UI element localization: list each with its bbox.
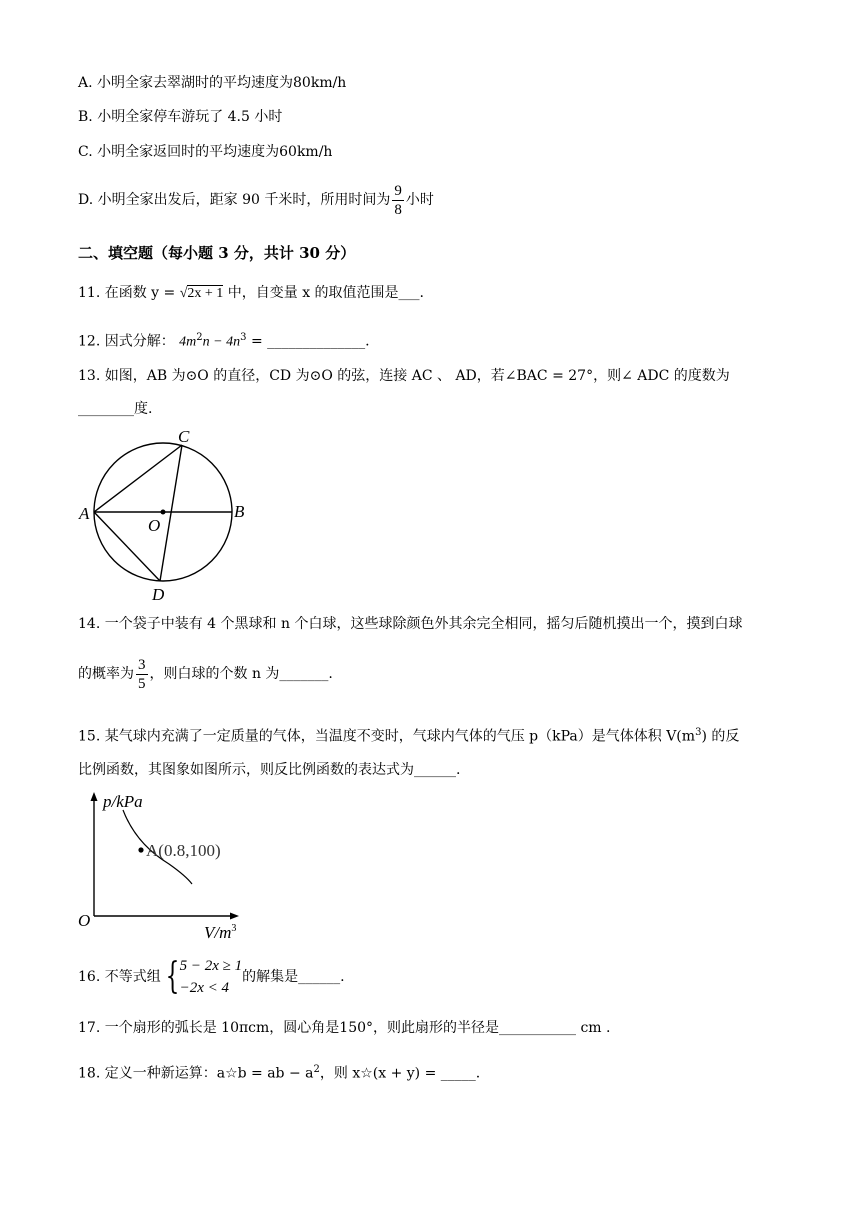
q13-line-2: ________度.: [78, 401, 153, 417]
question-number: 14.: [78, 616, 101, 632]
circle-figure: [74, 426, 264, 606]
label-o: O: [148, 516, 161, 535]
question-number: 13.: [78, 368, 101, 384]
q12-term-a: 4m: [179, 334, 197, 350]
question-17: [78, 1018, 611, 1038]
q15-line-1: 某气球内充满了一定质量的气体，当温度不变时，气球内气体的气压 p（kPa）是气体体积 V(m: [104, 728, 696, 745]
option-d: [78, 180, 434, 220]
option-b-label: B.: [78, 109, 93, 125]
q18-pre: 定义一种新运算：a☆b = ab − a: [104, 1065, 314, 1082]
option-c-label: C.: [78, 144, 93, 160]
origin-label: O: [78, 911, 91, 930]
question-18: [78, 1060, 480, 1084]
option-c: [78, 142, 332, 162]
question-11: [78, 283, 424, 304]
option-d-fraction: [392, 182, 404, 219]
q12-term-b: n − 4n: [202, 334, 241, 350]
question-13: [78, 366, 730, 386]
q14-line-1: 一个袋子中装有 4 个黑球和 n 个白球，这些球除颜色外其余完全相同，摇匀后随机摸出一个，摸到白球: [104, 616, 743, 632]
option-d-label: D.: [78, 192, 94, 208]
question-number: 17.: [78, 1020, 101, 1036]
q15-sup: 3: [695, 727, 702, 738]
q15-line-2: 比例函数，其图象如图所示，则反比例函数的表达式为______.: [78, 762, 461, 778]
q18-sup: 2: [313, 1064, 320, 1075]
option-b-text: 小明全家停车游玩了 4.5 小时: [97, 109, 283, 125]
inequality-system: [180, 955, 243, 999]
q12-pre: 因式分解：: [104, 333, 175, 350]
q15-line-1-post: ) 的反: [701, 728, 740, 745]
fraction-denominator: 5: [138, 675, 146, 692]
option-b: [78, 107, 282, 127]
label-a: A: [79, 504, 90, 523]
question-number: 18.: [78, 1065, 101, 1082]
option-c-text: 小明全家返回时的平均速度为60km/h: [97, 144, 333, 160]
x-axis-label-sup: 3: [231, 923, 237, 934]
point-a-label: A(0.8,100): [146, 841, 221, 860]
question-number: 15.: [78, 728, 101, 745]
q12-post: = ______________.: [246, 333, 370, 350]
q11-post: 中，自变量 x 的取值范围是___.: [227, 285, 425, 301]
pressure-volume-graph: [74, 786, 264, 942]
q14-post: ，则白球的个数 n 为_______.: [149, 666, 333, 682]
q12-exp-b: 3: [240, 332, 247, 343]
question-number: 12.: [78, 333, 101, 350]
question-12: [78, 328, 370, 353]
option-d-tail: 小时: [405, 192, 434, 208]
x-axis-label-text: V/m: [204, 923, 232, 942]
sqrt-sign: √: [179, 286, 188, 301]
question-number: 16.: [78, 969, 101, 985]
label-b: B: [234, 502, 245, 521]
chord-ac: [94, 445, 182, 512]
x-axis-arrow: [230, 913, 239, 920]
center-point: [161, 510, 166, 515]
y-axis-label: [102, 792, 143, 811]
fraction-numerator: 3: [138, 656, 146, 673]
q11-radicand: 2x + 1: [187, 286, 224, 301]
question-14: [78, 614, 742, 634]
fraction-numerator: 9: [394, 182, 402, 199]
y-axis-label-text: p/kPa: [103, 792, 143, 811]
label-c: C: [178, 427, 190, 446]
section-title: 二、填空题（每小题 3 分，共计 30 分）: [78, 244, 356, 262]
label-d: D: [152, 585, 165, 604]
q16-post: 的解集是______.: [242, 969, 345, 985]
question-15: [78, 723, 739, 747]
point-a: [138, 847, 143, 852]
q11-pre: 在函数 y =: [104, 285, 180, 301]
option-a-text: 小明全家去翠湖时的平均速度为80km/h: [97, 75, 347, 91]
brace: {: [165, 956, 180, 997]
y-axis-arrow: [91, 792, 98, 801]
q14-fraction: [136, 656, 148, 693]
fraction-denominator: 8: [394, 201, 402, 218]
question-16: [78, 953, 345, 1001]
q14-line-2: [78, 654, 333, 694]
q16-pre: 不等式组: [104, 969, 161, 985]
q17-text: 一个扇形的弧长是 10πcm，圆心角是150°，则此扇形的半径是___________ cm .: [104, 1020, 611, 1036]
option-d-text: 小明全家出发后，距家 90 千米时，所用时间为: [97, 192, 391, 208]
x-axis-label: [204, 923, 236, 942]
option-a-label: A.: [78, 75, 93, 91]
question-number: 11.: [78, 285, 101, 301]
q13-line-1: 如图，AB 为⊙O 的直径，CD 为⊙O 的弦，连接 AC 、 AD，若∠BAC = 27°，则∠ ADC 的度数为: [104, 368, 730, 384]
q14-pre: 的概率为: [78, 666, 134, 682]
option-a: [78, 73, 346, 93]
inequality-2: −2x < 4: [179, 980, 230, 996]
inequality-1: 5 − 2x ≥ 1: [179, 958, 243, 974]
q12-exp-a: 2: [196, 332, 203, 343]
q18-post: ，则 x☆(x + y) = _____.: [319, 1065, 481, 1082]
